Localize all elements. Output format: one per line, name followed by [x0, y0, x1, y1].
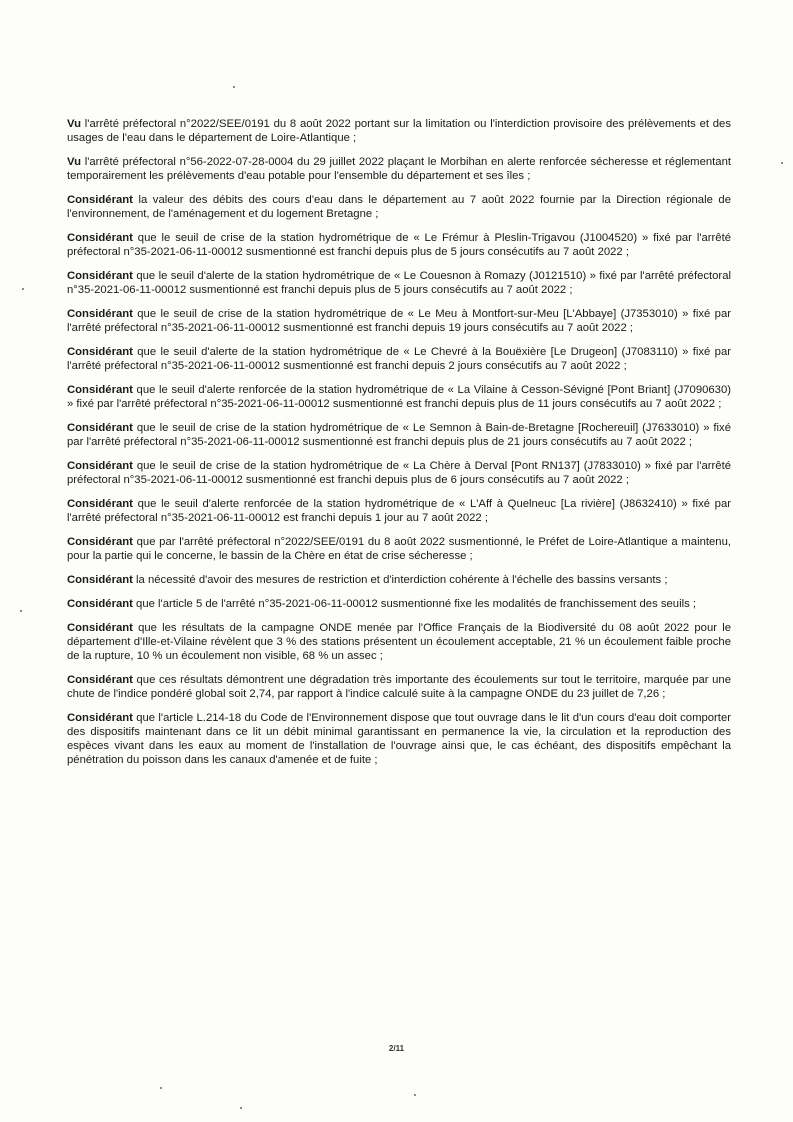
- paragraph-lead: Considérant: [67, 597, 133, 610]
- paragraph-lead: Considérant: [67, 194, 133, 206]
- paragraph-considerant-chevre: [67, 345, 731, 373]
- paragraph-text: que le seuil de crise de la station hydrométrique de « Le Meu à Montfort-sur-Meu [L'Abbaye] (J7353010) » fixé par l'arrêté préfectoral n°35-2021-06-11-00012 susmentionné est franchi depuis 19 jours consécutifs au 7 août 2022 ;: [67, 308, 731, 335]
- paragraph-vu-loire-atlantique: [67, 117, 731, 145]
- paragraph-considerant-coherence: [67, 573, 731, 587]
- paragraph-considerant-aff: [67, 497, 731, 525]
- paragraph-lead: Considérant: [67, 232, 133, 244]
- paragraph-text: que le seuil de crise de la station hydrométrique de « La Chère à Derval [Pont RN137] (J7833010) » fixé par l'arrêté préfectoral n°35-2021-06-11-00012 susmentionné est franchi depuis plus de 6 jours consécutifs au 7 août 2022 ;: [67, 460, 731, 487]
- scan-speck: [781, 162, 783, 164]
- paragraph-text: que par l'arrêté préfectoral n°2022/SEE/0191 du 8 août 2022 susmentionné, le Préfet de Loire-Atlantique a maintenu, pour la partie qui le concerne, le bassin de la Chère en état de crise sécheresse ;: [67, 536, 731, 563]
- paragraph-lead: Considérant: [67, 422, 133, 434]
- scan-speck: [160, 1087, 162, 1089]
- paragraph-text: que le seuil de crise de la station hydrométrique de « Le Semnon à Bain-de-Bretagne [Rochereuil] (J7633010) » fixé par l'arrêté préfectoral n°35-2021-06-11-00012 susmentionné est franchi depuis plus de 21 jours consécutifs au 7 août 2022 ;: [67, 422, 731, 449]
- paragraph-lead: Considérant: [67, 346, 133, 358]
- paragraph-lead: Vu: [67, 156, 82, 168]
- paragraph-text: que le seuil d'alerte renforcée de la station hydrométrique de « L'Aff à Quelneuc [La rivière] (J8632410) » fixé par l'arrêté préfectoral n°35-2021-06-11-00012 est franchi depuis 1 jour au 7 août 2022 ;: [67, 498, 731, 525]
- paragraph-lead: Vu: [67, 118, 82, 130]
- paragraph-text: que le seuil d'alerte renforcée de la station hydrométrique de « La Vilaine à Cesson-Sévigné [Pont Briant] (J7090630) » fixé par l'arrêté préfectoral n°35-2021-06-11-00012 susmentionné est franchi depuis plus de 11 jours consécutifs au 7 août 2022 ;: [67, 384, 731, 411]
- paragraph-text: la nécessité d'avoir des mesures de restriction et d'interdiction cohérente à l'échelle des bassins versants ;: [132, 574, 668, 586]
- paragraph-considerant-debits: [67, 193, 731, 221]
- paragraph-considerant-meu: [67, 307, 731, 335]
- paragraph-considerant-fremur: [67, 231, 731, 259]
- paragraph-text: l'arrêté préfectoral n°56-2022-07-28-0004 du 29 juillet 2022 plaçant le Morbihan en alerte renforcée sécheresse et réglementant temporairement les prélèvements d'eau potable pour l'ensemble du département et ses îles ;: [67, 156, 731, 183]
- paragraph-text: que le seuil de crise de la station hydrométrique de « Le Frémur à Pleslin-Trigavou (J1004520) » fixé par l'arrêté préfectoral n°35-2021-06-11-00012 susmentionné est franchi depuis plus de 5 jours consécutifs au 7 août 2022 ;: [67, 232, 731, 259]
- paragraph-considerant-onde: [67, 621, 731, 664]
- scan-speck: [22, 288, 24, 290]
- paragraph-considerant-vilaine: [67, 383, 731, 411]
- paragraph-text: que les résultats de la campagne ONDE menée par l'Office Français de la Biodiversité du 08 août 2022 pour le département d'Ille-et-Vilaine révèlent que 3 % des stations présentent un écoulement acceptable, 21 % un écoulement faible proche de la rupture, 10 % un écoulement non visible, 68 % un assec ;: [67, 621, 731, 662]
- scan-speck: [233, 86, 235, 88]
- document-body: [67, 117, 731, 777]
- paragraph-text: que ces résultats démontrent une dégradation très importante des écoulements sur tout le territoire, marquée par une chute de l'indice pondéré global soit 2,74, par rapport à l'indice calculé suite à la campagne ONDE du 23 juillet de 7,26 ;: [67, 673, 731, 700]
- paragraph-considerant-prefet-loire: [67, 535, 731, 563]
- paragraph-lead: Considérant: [67, 673, 133, 686]
- paragraph-lead: Considérant: [67, 621, 133, 634]
- paragraph-lead: Considérant: [67, 460, 133, 472]
- paragraph-considerant-article5: [67, 597, 731, 611]
- paragraph-vu-morbihan: [67, 155, 731, 183]
- paragraph-considerant-chere: [67, 459, 731, 487]
- paragraph-lead: Considérant: [67, 536, 133, 548]
- scan-speck: [240, 1107, 242, 1109]
- scan-speck: [414, 1094, 416, 1096]
- paragraph-lead: Considérant: [67, 308, 133, 320]
- paragraph-text: que l'article 5 de l'arrêté n°35-2021-06-11-00012 susmentionné fixe les modalités de franchissement des seuils ;: [132, 597, 697, 610]
- paragraph-lead: Considérant: [67, 498, 133, 510]
- paragraph-lead: Considérant: [67, 270, 133, 282]
- paragraph-considerant-semnon: [67, 421, 731, 449]
- page-number: 2/11: [388, 1044, 405, 1053]
- paragraph-text: que le seuil d'alerte de la station hydrométrique de « Le Chevré à la Bouëxière [Le Drugeon] (J7083110) » fixé par l'arrêté préfectoral n°35-2021-06-11-00012 susmentionné est franchi depuis 2 jours consécutifs au 7 août 2022 ;: [67, 346, 731, 373]
- paragraph-lead: Considérant: [67, 574, 133, 586]
- paragraph-considerant-l214-18: [67, 711, 731, 768]
- scan-speck: [20, 610, 22, 612]
- paragraph-lead: Considérant: [67, 711, 133, 724]
- paragraph-considerant-degradation: [67, 673, 731, 701]
- paragraph-lead: Considérant: [67, 384, 133, 396]
- paragraph-text: la valeur des débits des cours d'eau dans le département au 7 août 2022 fournie par la Direction régionale de l'environnement, de l'aménagement et du logement Bretagne ;: [67, 194, 731, 221]
- paragraph-text: que le seuil d'alerte de la station hydrométrique de « Le Couesnon à Romazy (J0121510) » fixé par l'arrêté préfectoral n°35-2021-06-11-00012 susmentionné est franchi depuis plus de 5 jours consécutifs au 7 août 2022 ;: [67, 270, 731, 297]
- paragraph-text: que l'article L.214-18 du Code de l'Environnement dispose que tout ouvrage dans le lit d'un cours d'eau doit comporter des dispositifs maintenant dans ce lit un débit minimal garantissant en permanence la vie, la circulation et la reproduction des espèces vivant dans les eaux au moment de l'installation de l'ouvrage ainsi que, le cas échéant, des dispositifs empêchant la pénétration du poisson dans les canaux d'amenée et de fuite ;: [67, 711, 731, 767]
- paragraph-text: l'arrêté préfectoral n°2022/SEE/0191 du 8 août 2022 portant sur la limitation ou l'interdiction provisoire des prélèvements et des usages de l'eau dans le département de Loire-Atlantique ;: [67, 118, 731, 145]
- paragraph-considerant-couesnon: [67, 269, 731, 297]
